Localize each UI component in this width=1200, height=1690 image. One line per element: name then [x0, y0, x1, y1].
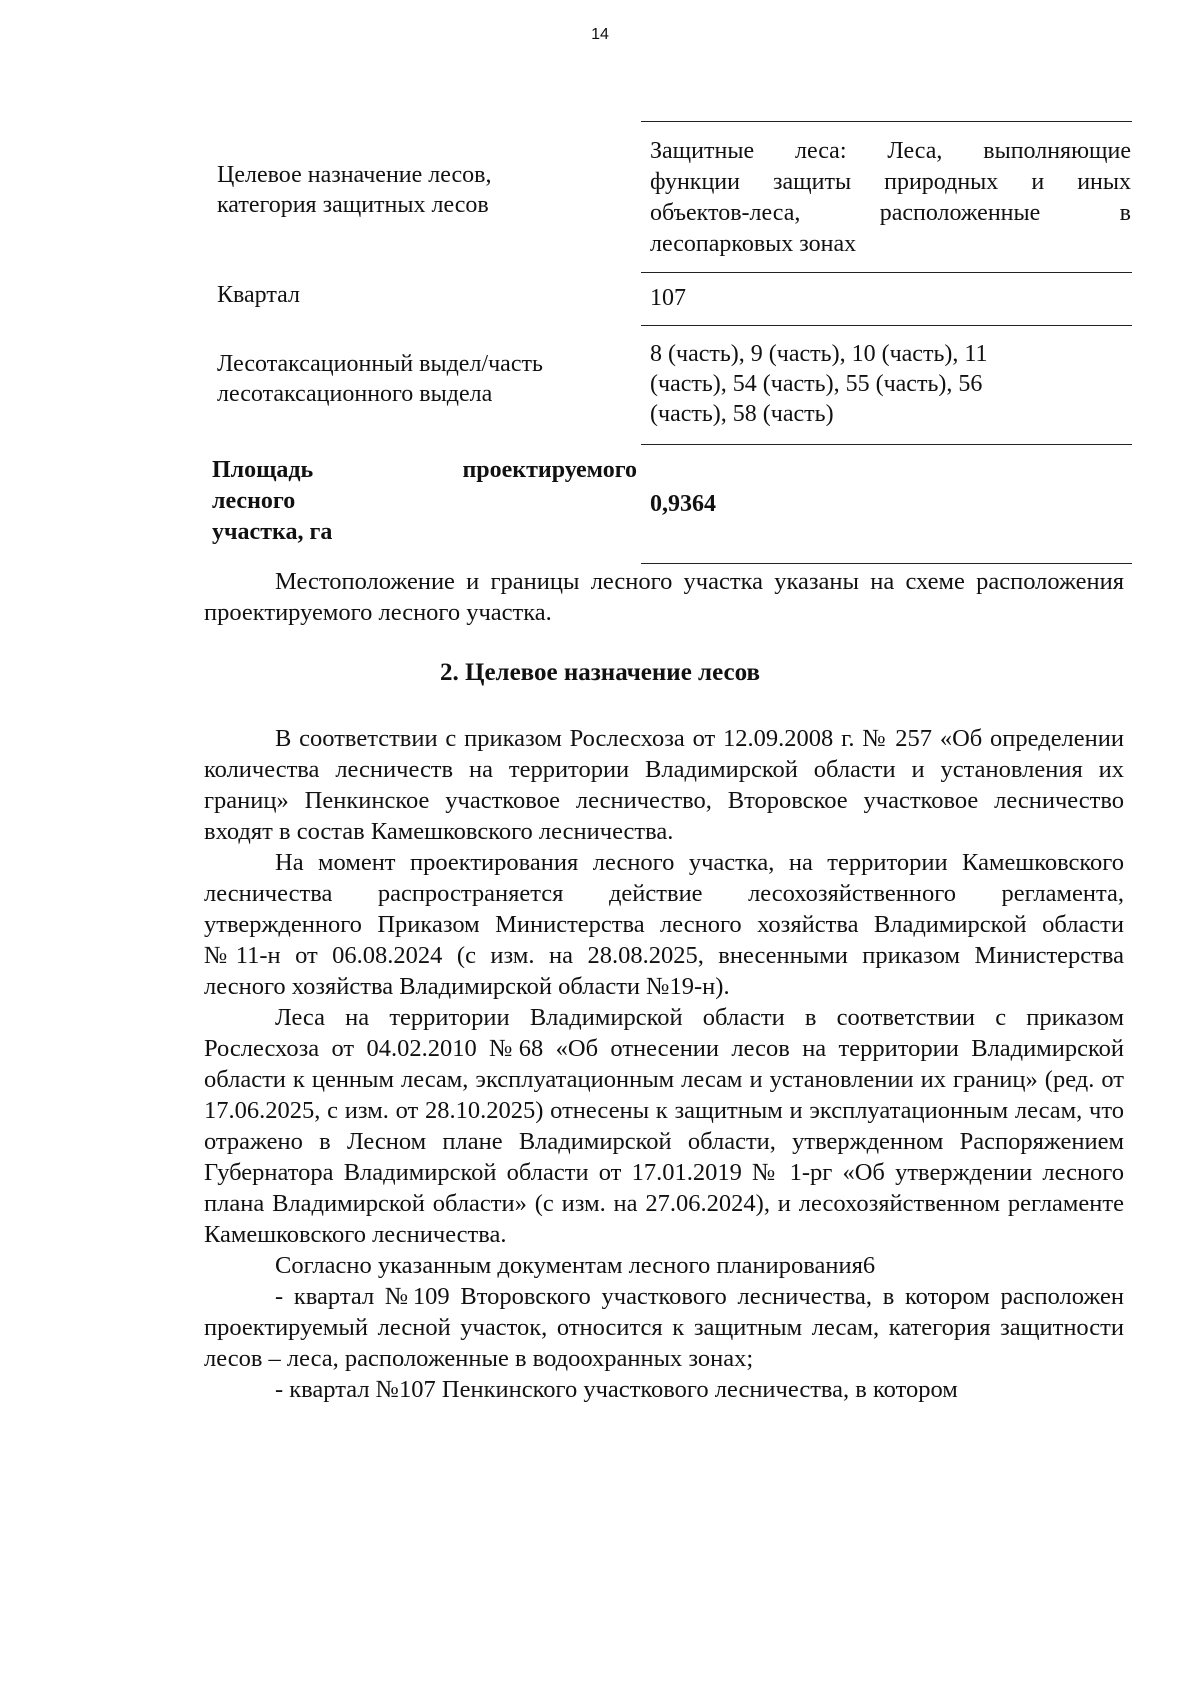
row-area-label-line: Площадь проектируемого — [212, 457, 637, 483]
row-quarter-value — [650, 283, 1131, 313]
row-allotment-value-line: (часть), 58 (часть) — [650, 401, 834, 427]
row-area-value — [650, 489, 1131, 519]
row-area-value-text: 0,9364 — [650, 491, 716, 517]
row-area-label-line: участка, га — [212, 519, 333, 545]
location-note — [204, 566, 1124, 628]
row-purpose-label-line: категория защитных лесов — [217, 192, 489, 218]
row-purpose-value-line: функции защиты природных и иных — [650, 169, 1131, 195]
row-allotment-label-line: лесотаксационного выдела — [217, 381, 493, 407]
row-purpose-label — [217, 160, 617, 220]
row-quarter-label-text: Квартал — [217, 282, 300, 308]
paragraph: - квартал №107 Пенкинского участкового лесничества, в котором — [275, 1376, 958, 1403]
paragraph: Согласно указанным документам лесного планирования6 — [275, 1252, 876, 1279]
table-rule-1 — [641, 272, 1132, 273]
paragraph: На момент проектирования лесного участка, на территории Камешковского лесничества распространяется действие лесохозяйственного регламента, утвержденного Приказом Министерства лесного хозяйства Владимирской области №11-н от 06.08.2024 (с изм. на 28.08.2025, внесенными приказом Министерства лесного хозяйства Владимирской области №19-н). — [204, 849, 1124, 1000]
table-rule-2 — [641, 325, 1132, 326]
table-rule-3 — [641, 444, 1132, 445]
paragraph: Леса на территории Владимирской области в соответствии с приказом Рослесхоза от 04.02.2010 №68 «Об отнесении лесов на территории Владимирской области к ценным лесам, эксплуатационным лесам и установлении их границ» (ред. от 17.06.2025, с изм. от 28.10.2025) отнесены к защитным и эксплуатационным лесам, что отражено в Лесном плане Владимирской области, утвержденном Распоряжением Губернатора Владимирской области от 17.01.2019 № 1-рг «Об утверждении лесного плана Владимирской области» (с изм. на 27.06.2024), и лесохозяйственном регламенте Камешковского лесничества. — [204, 1004, 1124, 1248]
row-quarter-value-text: 107 — [650, 285, 686, 311]
row-purpose-value-line: лесопарковых зонах — [650, 231, 857, 257]
row-purpose-value-line: объектов-леса, расположенные в — [650, 200, 1131, 226]
row-allotment-value-line: (часть), 54 (часть), 55 (часть), 56 — [650, 371, 983, 397]
row-area-label-line: лесного — [212, 488, 296, 514]
row-area-label — [212, 455, 637, 548]
body-text — [204, 723, 1124, 1405]
paragraph: - квартал №109 Второвского участкового лесничества, в котором расположен проектируемый лесной участок, относится к защитным лесам, категория защитности лесов – леса, расположенные в водоохранных зонах; — [204, 1283, 1124, 1372]
row-purpose-value — [650, 136, 1131, 260]
page-number: 14 — [591, 26, 609, 43]
row-purpose-value-line: Защитные леса: Леса, выполняющие — [650, 138, 1131, 164]
row-purpose-label-line: Целевое назначение лесов, — [217, 162, 492, 188]
table-rule-top — [641, 121, 1132, 122]
location-note-text: Местоположение и границы лесного участка указаны на схеме расположения проектируемого лесного участка. — [204, 568, 1124, 626]
row-allotment-value-line: 8 (часть), 9 (часть), 10 (часть), 11 — [650, 341, 988, 367]
row-allotment-value — [650, 339, 1131, 429]
paragraph: В соответствии с приказом Рослесхоза от 12.09.2008 г. № 257 «Об определении количества лесничеств на территории Владимирской области и установления их границ» Пенкинское участковое лесничество, Второвское участковое лесничество входят в состав Камешковского лесничества. — [204, 725, 1124, 845]
section-heading: 2. Целевое назначение лесов — [440, 659, 760, 686]
row-allotment-label-line: Лесотаксационный выдел/часть — [217, 351, 543, 377]
table-rule-bottom — [641, 563, 1132, 564]
row-quarter-label — [217, 280, 617, 310]
row-allotment-label — [217, 349, 637, 409]
